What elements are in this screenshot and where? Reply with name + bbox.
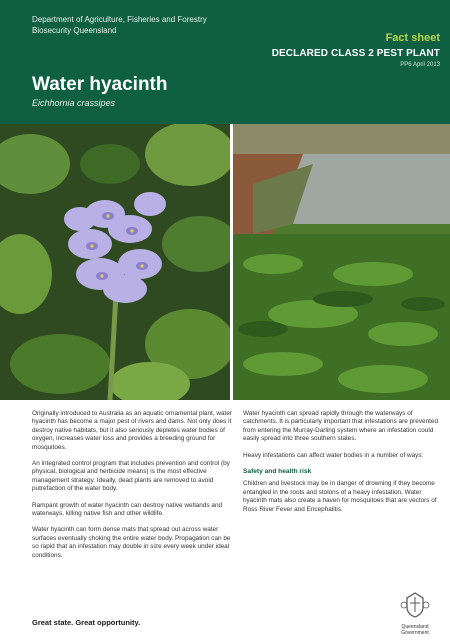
body-paragraph: Water hyacinth can spread rapidly through the waterways of catchments. It is particularly important that infestations are prevented from entering the Murray-Darling system where an infestation could easily spread into three southern states. bbox=[243, 410, 439, 443]
coat-of-arms-icon bbox=[400, 590, 430, 620]
footer-tagline: Great state. Great opportunity. bbox=[32, 618, 141, 627]
body-paragraph: Children and livestock may be in danger of drowning if they become entangled in the roots and stolons of a heavy infestation. Water hyacinth mats also create a haven for mosquitoes that are vectors of Ross River Fever and Encephalitis. bbox=[243, 480, 437, 513]
body-paragraph: An integrated control program that includes prevention and control (by physical, biological and herbicide means) is the most effective management strategy. Ideally, dead plants are removed to avoid putrefaction of the water body. bbox=[32, 460, 230, 493]
gov-logo-line-1: Queensland bbox=[401, 624, 429, 630]
department-name bbox=[32, 14, 207, 36]
pest-category: DECLARED CLASS 2 PEST PLANT bbox=[271, 48, 440, 59]
queensland-government-logo bbox=[392, 590, 438, 636]
body-paragraph: Rampant growth of water hyacinth can destroy native wetlands and waterways, killing native fish and other wildlife. bbox=[32, 501, 223, 518]
header-banner bbox=[0, 0, 450, 124]
body-paragraph: Water hyacinth can form dense mats that spread out across water surfaces eventually choking the entire water body. Propagation can be so rapid that an infestation may double in size every week under ideal conditions. bbox=[32, 526, 231, 559]
department-line-2: Biosecurity Queensland bbox=[32, 26, 117, 35]
scientific-name: Eichhornia crassipes bbox=[32, 98, 116, 108]
body-paragraph: Heavy infestations can affect water bodies in a number of ways: bbox=[243, 451, 424, 459]
page-title: Water hyacinth bbox=[32, 74, 168, 95]
body-right-column bbox=[243, 410, 443, 522]
infested-waterway-photo bbox=[233, 124, 450, 400]
gov-logo-line-2: Government bbox=[401, 629, 429, 636]
body-left-column bbox=[32, 410, 232, 568]
water-hyacinth-flower-photo bbox=[0, 124, 230, 400]
publication-ref: PP6 April 2013 bbox=[400, 62, 440, 68]
safety-heading: Safety and health risk bbox=[243, 468, 312, 476]
department-line-1: Department of Agriculture, Fisheries and Forestry bbox=[32, 15, 207, 24]
doc-type-label: Fact sheet bbox=[385, 32, 440, 44]
body-paragraph: Originally introduced to Australia as an aquatic ornamental plant, water hyacinth has become a major pest of rivers and dams. Not only does it destroy native habitats, but it also seriously depletes water bodies of oxygen, increases water loss and provides a breeding ground for mosquitoes. bbox=[32, 410, 232, 451]
